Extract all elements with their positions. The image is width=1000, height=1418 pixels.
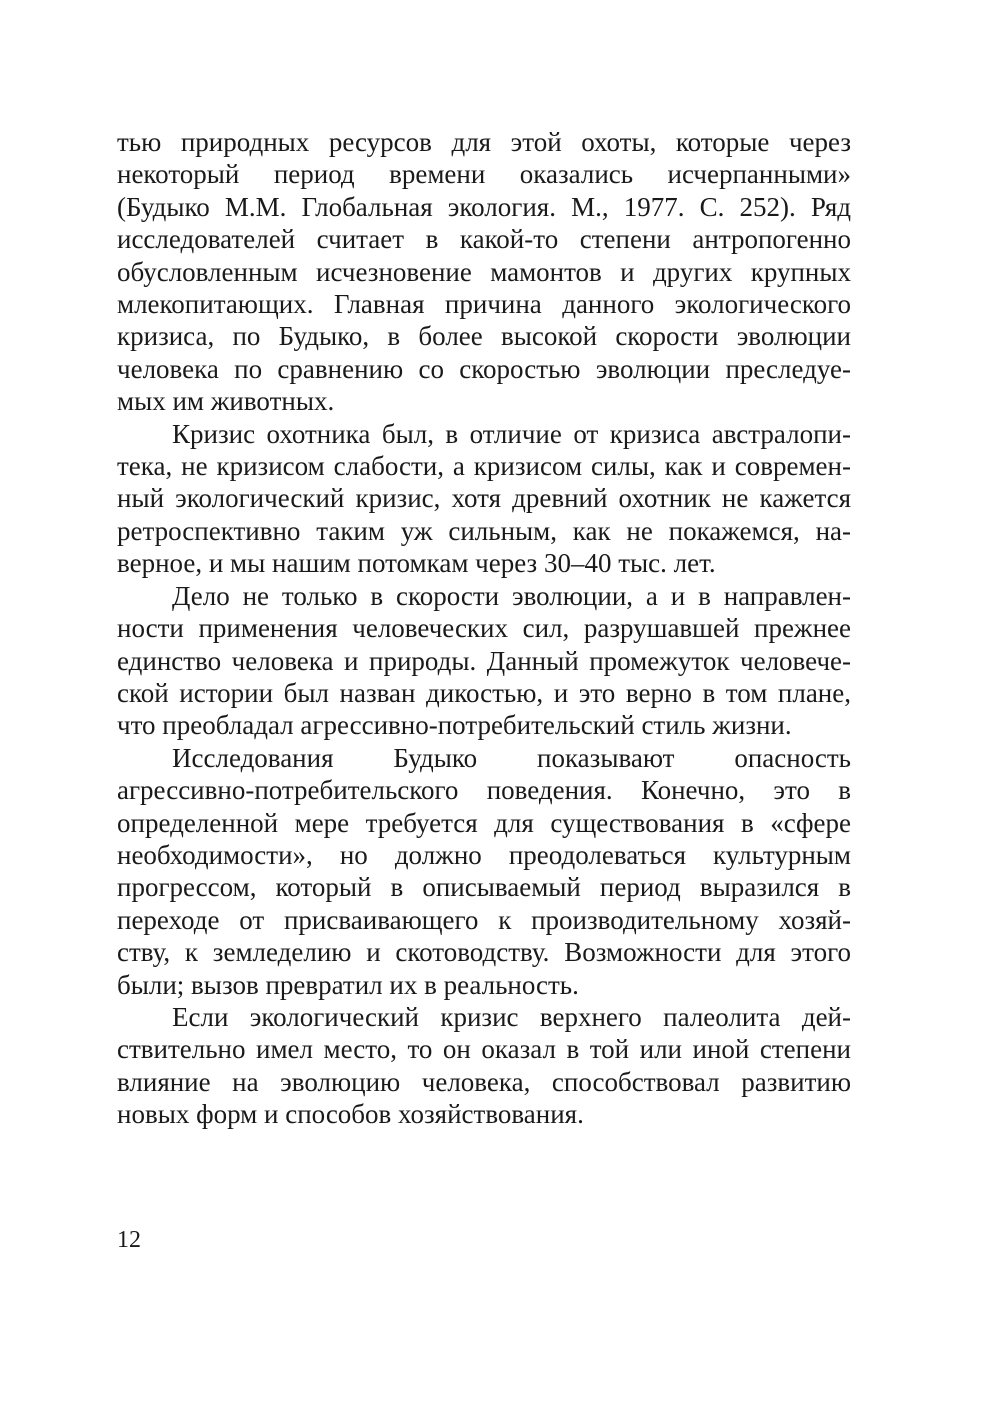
text-line: исследователей считает в какой-то степени антропогенно: [117, 224, 851, 255]
text-line: единство человека и природы. Данный промежуток человече-: [117, 645, 851, 676]
body-text: [117, 126, 851, 1131]
text-line: новых форм и способов хозяйствования.: [117, 1099, 584, 1130]
text-line: ской истории был назван дикостью, и это верно в том плане,: [117, 677, 851, 708]
paragraph-4: [117, 742, 851, 1001]
text-line: ствительно имел место, то он оказал в той или иной степени: [117, 1034, 851, 1065]
text-line: прогрессом, который в описываемый период выразился в: [117, 872, 851, 903]
text-line: определенной мере требуется для существования в «сфере: [117, 807, 851, 838]
text-line: Исследования Будыко показывают опасность: [172, 742, 851, 773]
paragraph-2: [117, 418, 851, 580]
text-line: ретроспективно таким уж сильным, как не покажемся, на-: [117, 515, 851, 546]
text-line: (Будыко М.М. Глобальная экология. М., 1977. С. 252). Ряд: [117, 191, 851, 222]
text-line: необходимости», но должно преодолеваться культурным: [117, 839, 851, 870]
paragraph-5: [117, 1001, 851, 1131]
text-line: млекопитающих. Главная причина данного экологического: [117, 289, 851, 320]
text-line: влияние на эволюцию человека, способствовал развитию: [117, 1066, 851, 1097]
text-line: тью природных ресурсов для этой охоты, которые через: [117, 127, 851, 157]
text-line: верное, и мы нашим потомкам через 30–40 тыс. лет.: [117, 548, 716, 579]
text-line: Если экологический кризис верхнего палеолита дей-: [172, 1001, 851, 1032]
text-line: ству, к земледелию и скотоводству. Возможности для этого: [117, 937, 851, 968]
text-line: мых им животных.: [117, 386, 335, 417]
text-line: были; вызов превратил их в реальность.: [117, 969, 579, 1000]
paragraph-1: [117, 126, 851, 418]
text-line: ности применения человеческих сил, разрушавшей прежнее: [117, 613, 851, 644]
text-line: агрессивно-потребительского поведения. Конечно, это в: [117, 775, 851, 806]
page-number: 12: [117, 1227, 141, 1253]
text-line: Дело не только в скорости эволюции, а и в направлен-: [172, 580, 851, 611]
text-line: переходе от присваивающего к производительному хозяй-: [117, 904, 851, 935]
text-line: человека по сравнению со скоростью эволюции преследуе-: [117, 353, 851, 384]
text-line: Кризис охотника был, в отличие от кризиса австралопи-: [172, 418, 851, 449]
text-line: некоторый период времени оказались исчерпанными»: [117, 159, 851, 190]
paragraph-3: [117, 580, 851, 742]
text-line: обусловленным исчезновение мамонтов и других крупных: [117, 256, 851, 287]
text-line: что преобладал агрессивно-потребительский стиль жизни.: [117, 710, 792, 741]
text-line: кризиса, по Будыко, в более высокой скорости эволюции: [117, 321, 851, 352]
text-line: тека, не кризисом слабости, а кризисом силы, как и современ-: [117, 451, 851, 482]
text-line: ный экологический кризис, хотя древний охотник не кажется: [117, 483, 851, 514]
